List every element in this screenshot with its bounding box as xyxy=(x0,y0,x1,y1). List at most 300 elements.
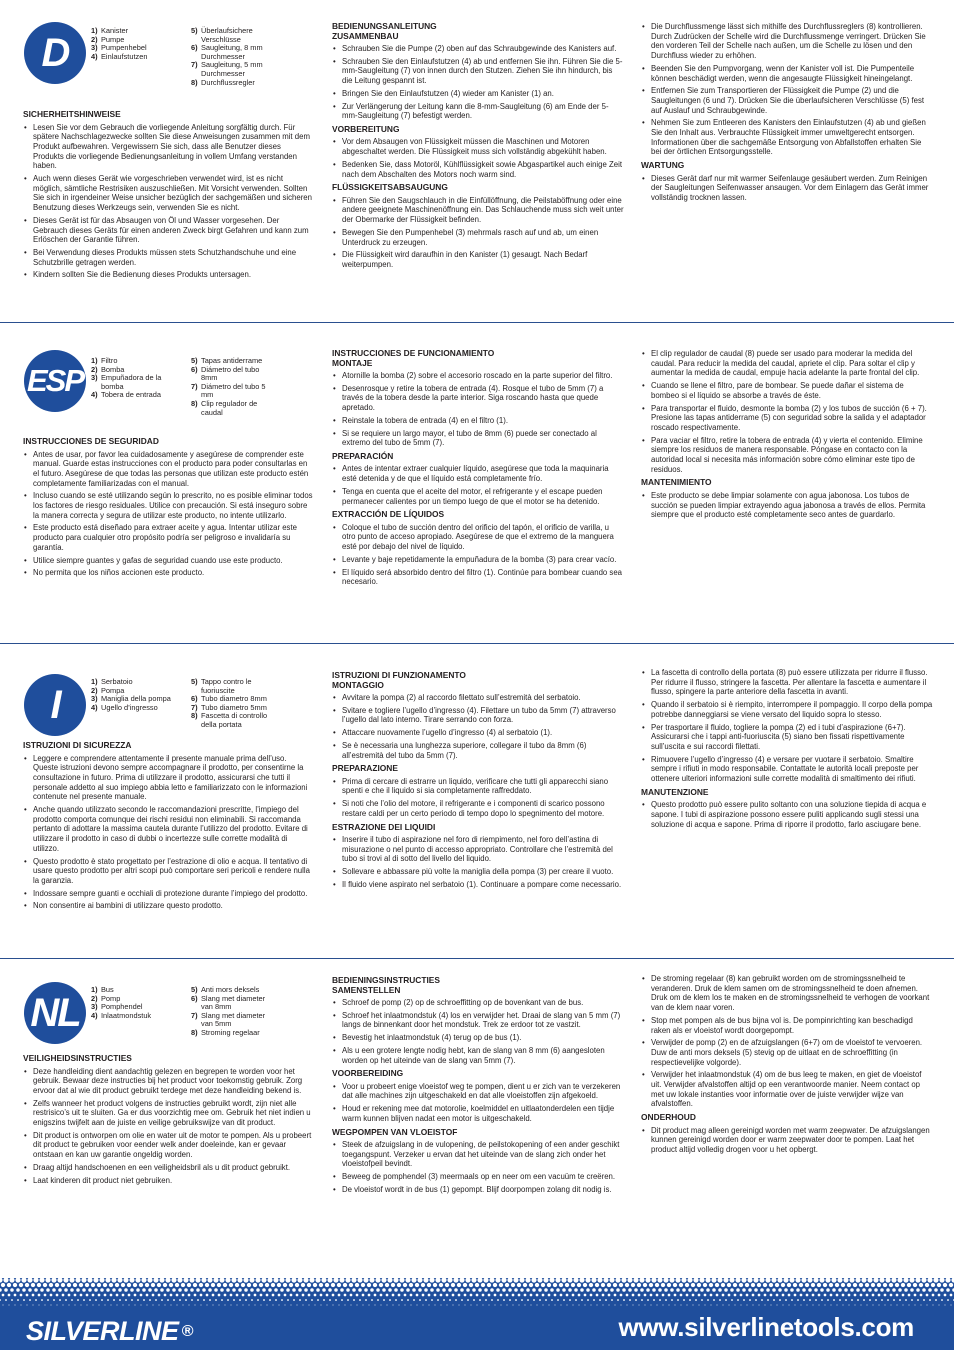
halftone-dot xyxy=(567,1305,568,1306)
halftone-dot xyxy=(617,1299,619,1301)
halftone-dot xyxy=(133,1283,137,1287)
list-item: • Bei Verwendung dieses Produkts müssen stets Schutzhandschuhe und eine Schutzbrille getragen werden. xyxy=(23,248,313,267)
halftone-dot xyxy=(339,1305,340,1306)
bullet-list xyxy=(23,450,313,578)
halftone-dot xyxy=(691,1283,695,1287)
section-divider xyxy=(0,643,954,644)
list-item: • Dit product is ontworpen om olie en water uit de motor te pompen. Als u probeert dit product te gebruiken voor eender welk ander doeleinde, kan er gevaar ontstaan en kan uw garantie ongeldig worden. xyxy=(23,1131,313,1160)
halftone-dot xyxy=(824,1294,827,1297)
halftone-dot xyxy=(103,1283,107,1287)
halftone-dot xyxy=(341,1299,343,1301)
halftone-dot xyxy=(760,1288,764,1292)
halftone-dot xyxy=(405,1305,406,1306)
halftone-dot xyxy=(37,1283,41,1287)
halftone-dot xyxy=(746,1294,749,1297)
halftone-dot xyxy=(848,1294,851,1297)
logo-text: SILVERLINE xyxy=(26,1316,179,1346)
halftone-dot xyxy=(147,1305,148,1306)
halftone-dot xyxy=(938,1294,941,1297)
halftone-dot xyxy=(13,1283,17,1287)
halftone-dot xyxy=(93,1305,94,1306)
halftone-dot xyxy=(409,1283,413,1287)
halftone-dot xyxy=(679,1283,683,1287)
halftone-dot xyxy=(779,1299,781,1301)
halftone-dot xyxy=(616,1288,620,1292)
part-label: Bus xyxy=(101,985,114,994)
halftone-dot xyxy=(253,1283,257,1287)
halftone-dot xyxy=(592,1288,596,1292)
halftone-dot xyxy=(99,1305,100,1306)
halftone-dot xyxy=(820,1288,824,1292)
halftone-dot xyxy=(51,1305,52,1306)
halftone-dot xyxy=(505,1283,509,1287)
halftone-dot xyxy=(700,1288,704,1292)
halftone-dot xyxy=(683,1299,685,1301)
list-item: • Verwijder de pomp (2) en de afzuigslangen (6+7) om de vloeistof te vervoeren. Duw de anti mors deksels (5) stevig op de uitlaat en de schroeffitting (in respectievelijke volgorde). xyxy=(641,1038,933,1067)
halftone-dot xyxy=(397,1283,401,1287)
bullet-list xyxy=(332,464,624,506)
halftone-dot xyxy=(523,1283,527,1287)
halftone-dot xyxy=(542,1294,545,1297)
halftone-dot xyxy=(29,1299,31,1301)
halftone-dot xyxy=(129,1305,130,1306)
halftone-dot xyxy=(166,1288,170,1292)
halftone-dot xyxy=(899,1299,901,1301)
halftone-dot xyxy=(101,1299,103,1301)
halftone-dot xyxy=(527,1299,529,1301)
halftone-dot xyxy=(801,1305,802,1306)
halftone-dot xyxy=(195,1305,196,1306)
halftone-dot xyxy=(387,1305,388,1306)
halftone-dot xyxy=(295,1283,299,1287)
instructions-column xyxy=(332,22,624,273)
halftone-dot xyxy=(610,1288,614,1292)
halftone-dot xyxy=(919,1283,923,1287)
instructions-column xyxy=(332,671,624,893)
halftone-dot xyxy=(837,1305,838,1306)
halftone-dot xyxy=(154,1288,158,1292)
halftone-dot xyxy=(134,1294,137,1297)
halftone-dot xyxy=(236,1294,239,1297)
part-number: 4) xyxy=(91,702,98,712)
safety-heading: VEILIGHEIDSINSTRUCTIES xyxy=(23,1053,132,1063)
halftone-dot xyxy=(941,1299,943,1301)
halftone-dot xyxy=(772,1288,776,1292)
halftone-dot xyxy=(83,1299,85,1301)
halftone-dot xyxy=(106,1288,110,1292)
halftone-dot xyxy=(440,1294,443,1297)
halftone-dot xyxy=(680,1294,683,1297)
instructions-heading: BEDIENUNGSANLEITUNG xyxy=(332,21,437,31)
halftone-dot xyxy=(890,1294,893,1297)
part-label: Überlaufsichere Verschlüsse xyxy=(201,26,253,44)
halftone-dot xyxy=(224,1294,227,1297)
halftone-dot xyxy=(783,1305,784,1306)
halftone-dot xyxy=(256,1288,260,1292)
part-label: Maniglia della pompa xyxy=(101,694,171,704)
halftone-dot xyxy=(244,1288,248,1292)
halftone-dot xyxy=(563,1299,565,1301)
halftone-dot xyxy=(482,1294,485,1297)
halftone-dot xyxy=(859,1283,863,1287)
list-item: • Este producto se debe limpiar solamente con agua jabonosa. Los tubos de succión se pueden limpiar extrayendo agua jabonosa a través de ellos. Permita siempre que el producto esté completamente seco antes de guardarlo. xyxy=(641,491,933,520)
halftone-dot xyxy=(27,1305,28,1306)
halftone-dot xyxy=(655,1283,659,1287)
halftone-dot xyxy=(238,1288,242,1292)
halftone-dot xyxy=(301,1283,305,1287)
halftone-dot xyxy=(7,1283,11,1287)
halftone-dot xyxy=(836,1294,839,1297)
halftone-dot xyxy=(586,1288,590,1292)
halftone-dot xyxy=(907,1283,911,1287)
halftone-dot xyxy=(483,1305,484,1306)
part-label: Stroming regelaar xyxy=(201,1027,260,1037)
halftone-dot xyxy=(105,1305,106,1306)
halftone-dot xyxy=(533,1299,535,1301)
halftone-dot xyxy=(418,1288,422,1292)
halftone-dot xyxy=(476,1294,479,1297)
halftone-dot xyxy=(793,1283,797,1287)
part-number: 6) xyxy=(191,993,198,1003)
halftone-dot xyxy=(776,1294,779,1297)
list-item: • Utilice siempre guantes y gafas de seguridad cuando use este producto. xyxy=(23,556,313,566)
halftone-dot xyxy=(851,1299,853,1301)
list-item: • Schroef de pomp (2) op de schroeffitting op de bovenkant van de bus. xyxy=(332,998,624,1008)
halftone-dot xyxy=(184,1288,188,1292)
halftone-dot xyxy=(943,1283,947,1287)
halftone-dot xyxy=(355,1283,359,1287)
halftone-dot xyxy=(285,1305,286,1306)
halftone-dot xyxy=(122,1294,125,1297)
halftone-dot xyxy=(644,1294,647,1297)
halftone-dot xyxy=(455,1299,457,1301)
halftone-dot xyxy=(302,1294,305,1297)
halftone-dot xyxy=(819,1305,820,1306)
halftone-dot xyxy=(646,1288,650,1292)
part-label: Tapas antiderrame xyxy=(201,356,263,365)
safety-heading: ISTRUZIONI DI SICUREZZA xyxy=(23,740,132,750)
halftone-dot xyxy=(670,1288,674,1292)
halftone-dot xyxy=(183,1305,184,1306)
halftone-dot xyxy=(501,1305,502,1306)
part-label: Tubo diametro 8mm xyxy=(201,694,267,704)
part-item xyxy=(191,400,271,417)
halftone-dot xyxy=(298,1288,302,1292)
halftone-dot xyxy=(869,1299,871,1301)
halftone-dot xyxy=(506,1294,509,1297)
halftone-dot xyxy=(118,1288,122,1292)
preparation-heading: VOORBEREIDING xyxy=(332,1068,404,1079)
halftone-dot xyxy=(709,1283,713,1287)
halftone-dot xyxy=(349,1283,353,1287)
halftone-dot xyxy=(434,1294,437,1297)
halftone-dot xyxy=(65,1299,67,1301)
halftone-dot xyxy=(435,1305,436,1306)
halftone-dot xyxy=(469,1283,473,1287)
part-item xyxy=(191,61,271,78)
part-item xyxy=(91,53,176,62)
section-divider xyxy=(0,322,954,323)
halftone-dot xyxy=(319,1283,323,1287)
part-item xyxy=(191,1029,271,1038)
halftone-dot xyxy=(430,1288,434,1292)
halftone-dot xyxy=(398,1294,401,1297)
halftone-dot xyxy=(478,1288,482,1292)
halftone-dot xyxy=(857,1299,859,1301)
list-item: • Prima di cercare di estrarre un liquido, verificare che tutti gli apparecchi siano spenti e che il liquido si sia completamente raffreddato. xyxy=(332,777,624,796)
halftone-dot xyxy=(945,1305,946,1306)
halftone-dot xyxy=(723,1305,724,1306)
website-url[interactable]: www.silverlinetools.com xyxy=(618,1312,914,1342)
halftone-dot xyxy=(245,1299,247,1301)
part-item xyxy=(191,79,271,88)
halftone-dot xyxy=(425,1299,427,1301)
halftone-dot xyxy=(579,1305,580,1306)
list-item: • Verwijder het inlaatmondstuk (4) om de bus leeg te maken, en giet de vloeistof uit. Verwijder afvalstoffen altijd op een verantwoorde manier. Neem contact op met uw lokale instanties voor informatie over de juiste verwijder wijze van afvalstoffen. xyxy=(641,1070,933,1109)
halftone-dot xyxy=(811,1283,815,1287)
halftone-dot xyxy=(352,1288,356,1292)
halftone-dot xyxy=(44,1294,47,1297)
halftone-dot xyxy=(71,1299,73,1301)
halftone-dot xyxy=(532,1288,536,1292)
list-item: • Draag altijd handschoenen en een veiligheidsbril als u dit product gebruikt. xyxy=(23,1163,313,1173)
list-item: • Per trasportare il fluido, togliere la pompa (2) ed i tubi d’aspirazione (6+7). Assicurarsi che i tappi anti-fuoriuscita (5) siano ben fissati rispettivamente sull’uscita e sui raccordi filettati. xyxy=(641,723,933,752)
halftone-dot xyxy=(548,1294,551,1297)
halftone-dot xyxy=(620,1294,623,1297)
halftone-dot xyxy=(914,1294,917,1297)
halftone-dot xyxy=(730,1288,734,1292)
halftone-dot xyxy=(736,1288,740,1292)
parts-list xyxy=(91,357,176,400)
halftone-dot xyxy=(619,1283,623,1287)
part-item xyxy=(191,366,271,383)
part-number: 1) xyxy=(91,26,98,35)
halftone-dot xyxy=(601,1283,605,1287)
halftone-dot xyxy=(769,1283,773,1287)
list-item: • Svitare e togliere l’ugello d’ingresso (4). Filettare un tubo da 5mm (7) attraverso l’ugello dal lato interno. Tirare serrando con forza. xyxy=(332,706,624,725)
halftone-dot xyxy=(274,1288,278,1292)
halftone-dot xyxy=(353,1299,355,1301)
halftone-dot xyxy=(376,1288,380,1292)
bullet-list xyxy=(332,196,624,270)
halftone-dot xyxy=(651,1305,652,1306)
part-number: 3) xyxy=(91,694,98,704)
bullet-list xyxy=(332,137,624,179)
halftone-dot xyxy=(718,1288,722,1292)
halftone-dot xyxy=(697,1283,701,1287)
halftone-dot xyxy=(346,1288,350,1292)
halftone-dot xyxy=(33,1305,34,1306)
halftone-dot xyxy=(667,1283,671,1287)
halftone-dot xyxy=(658,1288,662,1292)
halftone-dot xyxy=(460,1288,464,1292)
halftone-dot xyxy=(896,1294,899,1297)
bullet-list xyxy=(332,44,624,121)
halftone-dot xyxy=(350,1294,353,1297)
halftone-dot xyxy=(262,1288,266,1292)
halftone-dot xyxy=(688,1288,692,1292)
list-item: • Incluso cuando se esté utilizando según lo prescrito, no es posible eliminar todos los factores de riesgo residuales. Utilice con precaución. Si está inseguro sobre la manera correcta y segura de utilizar este producto, no intente utilizarlo. xyxy=(23,491,313,520)
halftone-dot xyxy=(442,1288,446,1292)
halftone-dot xyxy=(737,1299,739,1301)
safety-heading: SICHERHEITSHINWEISE xyxy=(23,109,121,119)
halftone-dot xyxy=(400,1288,404,1292)
halftone-dot xyxy=(151,1283,155,1287)
halftone-dot xyxy=(340,1288,344,1292)
part-label: Einlaufstutzen xyxy=(101,51,148,61)
halftone-dot xyxy=(229,1283,233,1287)
part-number: 8) xyxy=(191,1027,198,1037)
halftone-dot xyxy=(10,1288,14,1292)
halftone-dot xyxy=(877,1283,881,1287)
halftone-dot xyxy=(269,1299,271,1301)
list-item: • El líquido será absorbido dentro del filtro (1). Continúe para bombear cuando sea necesario. xyxy=(332,568,624,587)
halftone-dot xyxy=(519,1305,520,1306)
list-item: • Dieses Gerät darf nur mit warmer Seifenlauge gesäubert werden. Zum Reinigen der Saugleitungen Seifenwasser ansaugen. Vor dem Einlagern das Gerät immer vollständig trocknen lassen. xyxy=(641,174,933,203)
halftone-dot xyxy=(464,1294,467,1297)
halftone-dot xyxy=(254,1294,257,1297)
halftone-dot xyxy=(587,1299,589,1301)
list-item: • Levante y baje repetidamente la empuñadura de la bomba (3) para crear vacío. xyxy=(332,555,624,565)
halftone-dot xyxy=(314,1294,317,1297)
halftone-dot xyxy=(725,1299,727,1301)
halftone-dot xyxy=(364,1288,368,1292)
list-item: • Vor dem Absaugen von Flüssigkeit müssen die Maschinen und Motoren abgeschaltet werden. Die Flüssigkeit muss sich vollständig abgekühlt haben. xyxy=(332,137,624,156)
halftone-dot xyxy=(809,1299,811,1301)
halftone-dot xyxy=(251,1299,253,1301)
language-badge: I xyxy=(24,674,86,736)
halftone-dot xyxy=(266,1294,269,1297)
halftone-dot xyxy=(170,1294,173,1297)
part-label: Filtro xyxy=(101,356,118,365)
list-item: • Antes de intentar extraer cualquier líquido, asegúrese que toda la maquinaria esté detenida y de que el líquido está completamente frío. xyxy=(332,464,624,483)
halftone-dot xyxy=(447,1305,448,1306)
halftone-dot xyxy=(59,1299,61,1301)
halftone-dot xyxy=(8,1294,11,1297)
halftone-dot xyxy=(517,1283,521,1287)
halftone-dot xyxy=(155,1299,157,1301)
halftone-dot xyxy=(867,1305,868,1306)
halftone-dot xyxy=(94,1288,98,1292)
safety-column xyxy=(23,1054,313,1188)
halftone-dot xyxy=(61,1283,65,1287)
halftone-dot xyxy=(220,1288,224,1292)
halftone-dot xyxy=(449,1299,451,1301)
safety-column xyxy=(23,741,313,914)
halftone-dot xyxy=(799,1283,803,1287)
halftone-dot xyxy=(343,1283,347,1287)
halftone-dot xyxy=(328,1288,332,1292)
halftone-dot xyxy=(172,1288,176,1292)
halftone-dot xyxy=(292,1288,296,1292)
halftone-dot xyxy=(571,1283,575,1287)
bullet-list xyxy=(641,800,933,829)
halftone-dot xyxy=(743,1299,745,1301)
halftone-dot xyxy=(70,1288,74,1292)
part-number: 4) xyxy=(91,390,98,400)
halftone-dot xyxy=(653,1299,655,1301)
part-item xyxy=(91,1012,176,1021)
halftone-dot xyxy=(879,1305,880,1306)
halftone-dot xyxy=(80,1294,83,1297)
halftone-dot xyxy=(193,1283,197,1287)
halftone-dot xyxy=(526,1288,530,1292)
halftone-dot xyxy=(377,1299,379,1301)
halftone-dot xyxy=(773,1299,775,1301)
halftone-dot xyxy=(265,1283,269,1287)
halftone-dot xyxy=(163,1283,167,1287)
halftone-dot xyxy=(441,1305,442,1306)
halftone-dot xyxy=(373,1283,377,1287)
halftone-dot xyxy=(130,1288,134,1292)
part-number: 2) xyxy=(91,993,98,1003)
halftone-dot xyxy=(842,1294,845,1297)
halftone-dot xyxy=(555,1305,556,1306)
halftone-dot xyxy=(383,1299,385,1301)
halftone-dot xyxy=(2,1294,5,1297)
halftone-dot xyxy=(643,1283,647,1287)
halftone-dot xyxy=(388,1288,392,1292)
halftone-dot xyxy=(63,1305,64,1306)
halftone-dot xyxy=(267,1305,268,1306)
part-label: Saugleitung, 8 mm Durchmesser xyxy=(201,43,263,61)
halftone-dot xyxy=(327,1305,328,1306)
halftone-dot xyxy=(871,1283,875,1287)
bullet-list xyxy=(332,1082,624,1124)
halftone-dot xyxy=(765,1305,766,1306)
halftone-dot xyxy=(621,1305,622,1306)
halftone-dot xyxy=(422,1294,425,1297)
halftone-dot xyxy=(182,1294,185,1297)
halftone-dot xyxy=(74,1294,77,1297)
halftone-dot xyxy=(75,1305,76,1306)
list-item: • De stroming regelaar (8) kan gebruikt worden om de stromingssnelheid te veranderen. Druk de klem samen om de stromingssnelheid te doen afnemen. Druk om de klem los te maken en de stromingssnelheid te verhogen de voorkant van de klem naar voren. xyxy=(641,974,933,1013)
halftone-dot xyxy=(242,1294,245,1297)
halftone-dot xyxy=(777,1305,778,1306)
halftone-dot xyxy=(609,1305,610,1306)
halftone-dot xyxy=(589,1283,593,1287)
halftone-dot xyxy=(931,1283,935,1287)
halftone-dot xyxy=(241,1283,245,1287)
maintenance-heading: MANTENIMIENTO xyxy=(641,477,712,488)
halftone-dot xyxy=(757,1283,761,1287)
halftone-dot xyxy=(284,1294,287,1297)
halftone-dot xyxy=(921,1305,922,1306)
halftone-dot xyxy=(140,1294,143,1297)
halftone-dot xyxy=(332,1294,335,1297)
halftone-dot xyxy=(693,1305,694,1306)
halftone-dot xyxy=(508,1288,512,1292)
halftone-dot xyxy=(194,1294,197,1297)
halftone-dot xyxy=(920,1294,923,1297)
halftone-dot xyxy=(615,1305,616,1306)
halftone-dot xyxy=(55,1283,59,1287)
halftone-dot xyxy=(748,1288,752,1292)
halftone-dot xyxy=(605,1299,607,1301)
halftone-dot xyxy=(629,1299,631,1301)
halftone-dot xyxy=(178,1288,182,1292)
halftone-dot xyxy=(187,1283,191,1287)
list-item: • Sollevare e abbassare più volte la maniglia della pompa (3) per creare il vuoto. xyxy=(332,867,624,877)
halftone-dot xyxy=(889,1283,893,1287)
language-badge: D xyxy=(24,22,86,84)
halftone-dot xyxy=(626,1294,629,1297)
halftone-dot xyxy=(73,1283,77,1287)
halftone-dot xyxy=(443,1299,445,1301)
halftone-dot xyxy=(611,1299,613,1301)
halftone-dot xyxy=(429,1305,430,1306)
halftone-dot xyxy=(248,1294,251,1297)
